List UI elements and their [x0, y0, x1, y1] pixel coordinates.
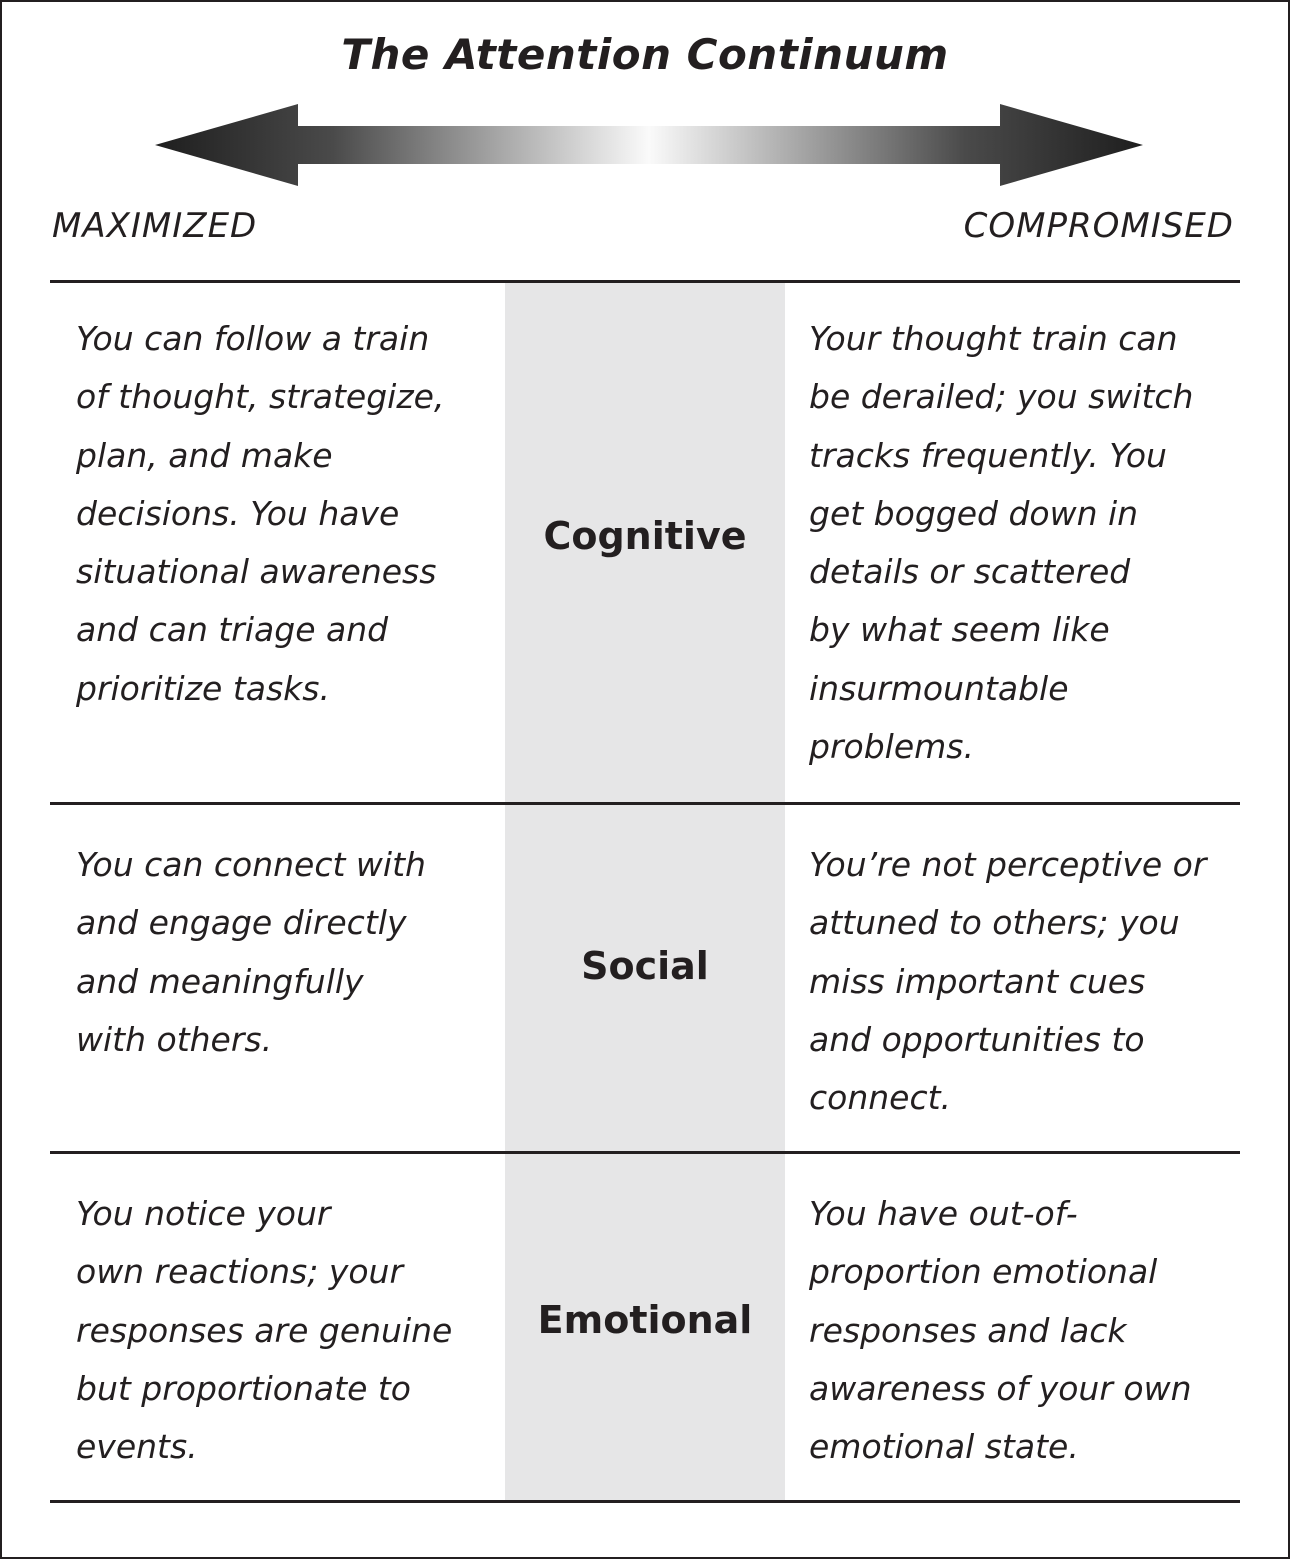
- text-line: You notice your: [76, 1194, 331, 1233]
- text-line: plan, and make: [76, 435, 333, 475]
- text-line: tracks frequently. You: [809, 435, 1167, 475]
- text-line: miss important cues: [809, 961, 1146, 1001]
- text-line: with others.: [76, 1019, 273, 1059]
- text-line: prioritize tasks.: [76, 668, 330, 708]
- category-label: Cognitive: [543, 514, 747, 558]
- text-line: be derailed; you switch: [809, 377, 1194, 417]
- table-rule: [50, 802, 1240, 805]
- text-line: of thought, strategize,: [76, 377, 445, 417]
- table-rule-bottom: [50, 1500, 1240, 1503]
- text-line: and opportunities to: [809, 1019, 1145, 1059]
- table-rule: [50, 1151, 1240, 1154]
- double-arrow-icon: [155, 102, 1145, 188]
- text-line: attuned to others; you: [809, 903, 1180, 943]
- text-line: but proportionate to: [76, 1368, 411, 1408]
- text-line: and engage directly: [76, 903, 407, 943]
- text-line: emotional state.: [809, 1427, 1079, 1467]
- text-line: awareness of your own: [809, 1368, 1192, 1408]
- text-line: insurmountable: [809, 668, 1069, 708]
- text-line: problems.: [809, 727, 974, 767]
- compromised-cell: [809, 310, 1193, 776]
- maximized-cell: [76, 1185, 452, 1476]
- maximized-cell: [76, 310, 444, 718]
- text-line: You’re not perceptive or: [809, 845, 1207, 884]
- table-rule-top: [50, 280, 1240, 283]
- text-line: get bogged down in: [809, 493, 1139, 533]
- scale-label-compromised: COMPROMISED: [963, 206, 1234, 246]
- text-line: events.: [76, 1427, 198, 1467]
- text-line: and meaningfully: [76, 961, 364, 1001]
- text-line: connect.: [809, 1078, 952, 1118]
- text-line: You can follow a train: [76, 319, 430, 358]
- text-line: responses are genuine: [76, 1310, 453, 1350]
- text-line: Your thought train can: [809, 319, 1178, 358]
- text-line: proportion emotional: [809, 1252, 1158, 1292]
- category-label: Social: [581, 944, 709, 988]
- category-label: Emotional: [537, 1298, 753, 1342]
- text-line: situational awareness: [76, 552, 437, 592]
- figure-title: The Attention Continuum: [341, 30, 949, 79]
- text-line: You can connect with: [76, 845, 426, 884]
- text-line: responses and lack: [809, 1310, 1127, 1350]
- text-line: and can triage and: [76, 610, 389, 650]
- text-line: details or scattered: [809, 552, 1131, 592]
- scale-label-maximized: MAXIMIZED: [52, 206, 258, 246]
- compromised-cell: [809, 1185, 1191, 1476]
- maximized-cell: [76, 836, 426, 1069]
- text-line: decisions. You have: [76, 493, 400, 533]
- text-line: by what seem like: [809, 610, 1110, 650]
- text-line: You have out-of-: [809, 1194, 1078, 1233]
- compromised-cell: [809, 836, 1206, 1127]
- text-line: own reactions; your: [76, 1252, 404, 1292]
